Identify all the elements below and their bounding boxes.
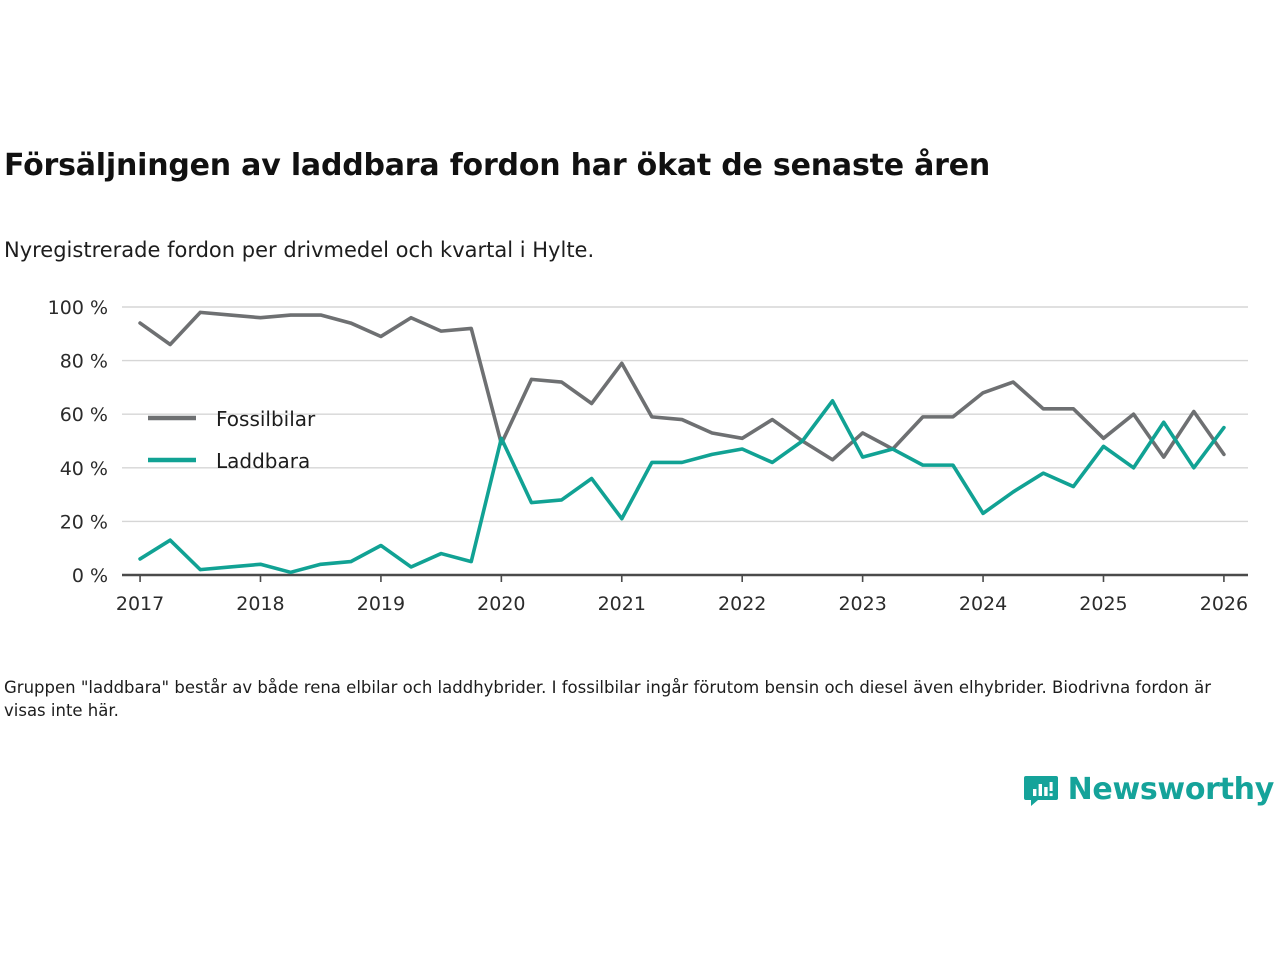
chart-container — [0, 285, 1280, 625]
x-axis-tick-label: 2025 — [1079, 593, 1128, 615]
chart-footnote: Gruppen "laddbara" består av både rena elbilar och laddhybrider. I fossilbilar ingår förutom bensin och diesel även elhybrider. Biodrivna fordon är visas inte här. — [4, 678, 1211, 721]
y-axis-tick-label: 20 % — [59, 511, 108, 534]
legend-label-fossilbilar: Fossilbilar — [216, 407, 316, 431]
y-axis-tick-label: 60 % — [59, 404, 108, 427]
y-axis-tick-label: 100 % — [47, 297, 108, 319]
series-line-fossilbilar — [140, 312, 1224, 459]
legend-label-laddbara: Laddbara — [216, 449, 311, 473]
x-axis-tick-label: 2018 — [236, 593, 285, 615]
x-axis-tick-label: 2017 — [115, 593, 165, 615]
brand-logo[interactable] — [1024, 772, 1274, 807]
y-axis-tick-label: 40 % — [59, 457, 108, 480]
x-axis-tick-label: 2023 — [838, 593, 887, 615]
chart-subtitle: Nyregistrerade fordon per drivmedel och kvartal i Hylte. — [4, 238, 595, 262]
x-axis-tick-label: 2024 — [958, 593, 1008, 615]
brand-name: Newsworthy — [1067, 772, 1274, 807]
x-axis-tick-label: 2020 — [477, 593, 526, 615]
line-chart — [0, 285, 1280, 625]
x-axis-tick-label: 2026 — [1199, 593, 1249, 615]
x-axis-tick-label: 2022 — [718, 593, 767, 615]
y-axis-tick-label: 0 % — [71, 565, 108, 587]
x-axis-tick-label: 2021 — [597, 593, 646, 615]
y-axis-tick-label: 80 % — [59, 350, 108, 373]
x-axis-tick-label: 2019 — [356, 593, 406, 615]
page-title: Försäljningen av laddbara fordon har ökat de senaste åren — [4, 148, 991, 183]
bar-chart-bubble-icon — [1024, 773, 1058, 807]
